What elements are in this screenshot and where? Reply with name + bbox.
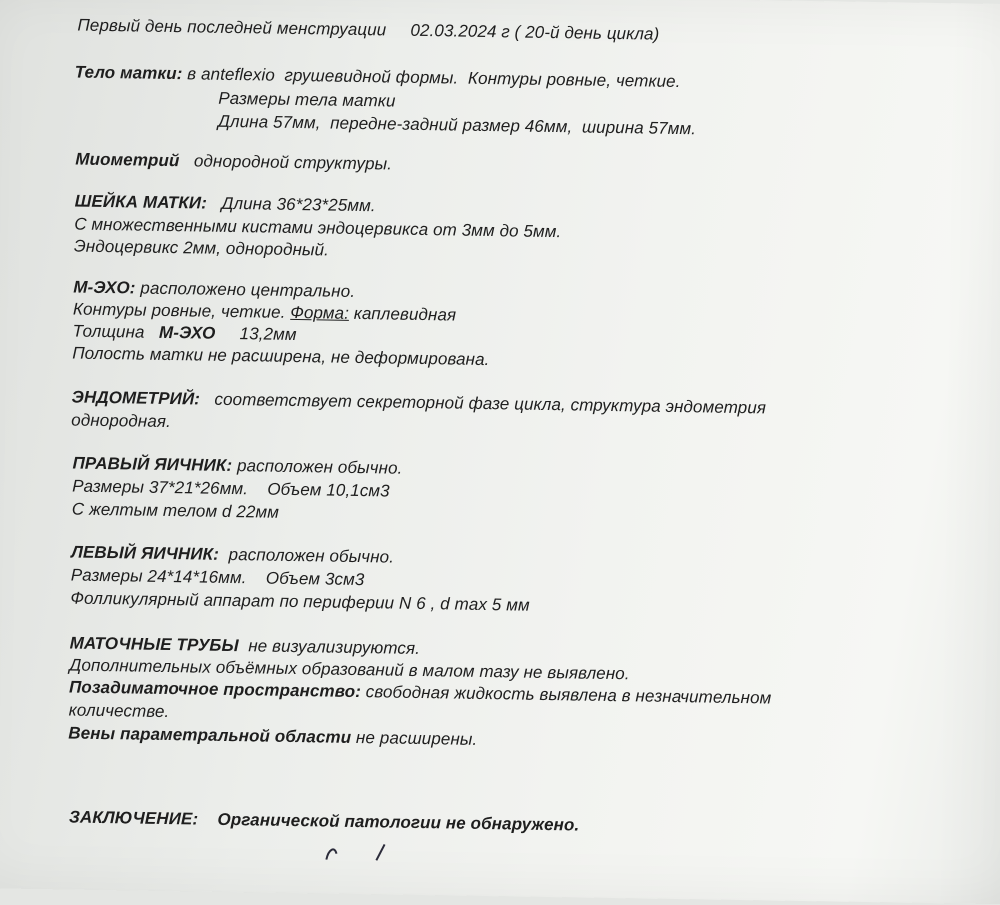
- uterus-sizes-label: Размеры тела матки: [218, 88, 396, 111]
- right-ovary-volume: Объем 10,1см3: [267, 479, 390, 501]
- cervix-cysts: С множественными кистами эндоцервикса от 3мм до 5мм.: [74, 214, 562, 242]
- m-echo-cavity: Полость матки не расширена, не деформирована.: [72, 343, 490, 370]
- last-period-label: Первый день последней менструации: [77, 15, 387, 40]
- left-ovary-follicles: Фолликулярный аппарат по периферии N 6 , d max 5 мм: [70, 588, 530, 615]
- m-echo-contours: Контуры ровные, четкие.: [72, 299, 286, 322]
- right-ovary-line-2: [72, 477, 390, 502]
- pouch-line-1: [69, 677, 772, 708]
- last-period-date: 02.03.2024 г ( 20-й день цикла): [410, 20, 660, 44]
- endometrium-text-2: однородная.: [71, 410, 172, 432]
- endometrium-line-1: [71, 387, 766, 418]
- uterus-shape: грушевидной формы.: [284, 65, 459, 88]
- tubes-line: [70, 633, 421, 659]
- left-ovary-position: расположен обычно.: [228, 544, 395, 567]
- conclusion-title: ЗАКЛЮЧЕНИЕ:: [68, 807, 199, 829]
- uterus-position: в anteflexio: [187, 64, 275, 85]
- pouch-text-1: свободная жидкость выявлена в незначительном: [365, 682, 772, 708]
- m-echo-thickness-label: Толщина: [72, 321, 145, 342]
- veins-title: Вены параметральной области: [68, 723, 352, 747]
- page-edge-shadow: [936, 3, 1000, 904]
- m-echo-form-value: каплевидная: [353, 303, 457, 325]
- uterus-ap-size: передне-задний размер 46мм,: [330, 113, 573, 137]
- pouch-title: Позадиматочное пространство:: [68, 677, 362, 702]
- veins-text: не расширены.: [355, 727, 478, 749]
- pouch-text-2: количестве.: [68, 700, 170, 722]
- right-ovary-line-1: [72, 454, 402, 479]
- additional-formations: Дополнительных объёмных образований в малом тазу не выявлено.: [69, 655, 630, 684]
- m-echo-thickness-value: 13,2мм: [239, 324, 297, 345]
- uterus-contours: Контуры ровные, четкие.: [467, 68, 681, 92]
- myometrium-text: однородной структуры.: [193, 151, 393, 174]
- left-ovary-volume: Объем 3см3: [265, 568, 365, 590]
- m-echo-title: М-ЭХО:: [73, 277, 136, 298]
- uterus-sizes-line: [218, 112, 696, 140]
- uterus-title: Тело матки:: [74, 62, 183, 84]
- m-echo-thickness-title: М-ЭХО: [158, 322, 216, 343]
- cervix-length: Длина 36*23*25мм.: [221, 193, 376, 216]
- cervix-endocervix: Эндоцервикс 2мм, однородный.: [73, 236, 330, 260]
- m-echo-line-1: [73, 278, 355, 302]
- right-ovary-position: расположен обычно.: [236, 456, 403, 478]
- cervix-title: ШЕЙКА МАТКИ:: [74, 191, 208, 213]
- tubes-title: МАТОЧНЫЕ ТРУБЫ: [69, 633, 239, 656]
- left-ovary-sizes: Размеры 24*14*16мм.: [70, 565, 247, 588]
- myometrium-line: [75, 150, 392, 175]
- right-ovary-title: ПРАВЫЙ ЯИЧНИК:: [72, 453, 233, 476]
- last-period-line: [77, 16, 659, 45]
- cervix-line-1: [75, 192, 376, 217]
- signature-mark: [318, 831, 398, 862]
- right-ovary-sizes: Размеры 37*21*26мм.: [72, 476, 249, 499]
- endometrium-text-1: соответствует секреторной фазе цикла, структура эндометрия: [214, 389, 767, 418]
- left-ovary-line-2: [71, 565, 365, 590]
- myometrium-title: Миометрий: [75, 149, 180, 171]
- veins-line: [68, 723, 477, 749]
- uterus-length: Длина 57мм,: [217, 111, 321, 133]
- right-ovary-corpus-luteum: С желтым телом d 22мм: [71, 499, 280, 522]
- left-ovary-line-1: [71, 543, 394, 568]
- tubes-text: не визуализируются.: [248, 636, 421, 658]
- uterus-width: ширина 57мм.: [581, 117, 697, 139]
- m-echo-position: расположено центрально.: [140, 278, 356, 301]
- uterus-line-1: [75, 62, 681, 92]
- conclusion-text: Органической патологии не обнаружено.: [217, 809, 580, 835]
- m-echo-line-3: [72, 321, 296, 345]
- left-ovary-title: ЛЕВЫЙ ЯИЧНИК:: [71, 542, 220, 564]
- m-echo-form-label: Форма:: [290, 302, 350, 323]
- endometrium-title: ЭНДОМЕТРИЙ:: [71, 387, 201, 409]
